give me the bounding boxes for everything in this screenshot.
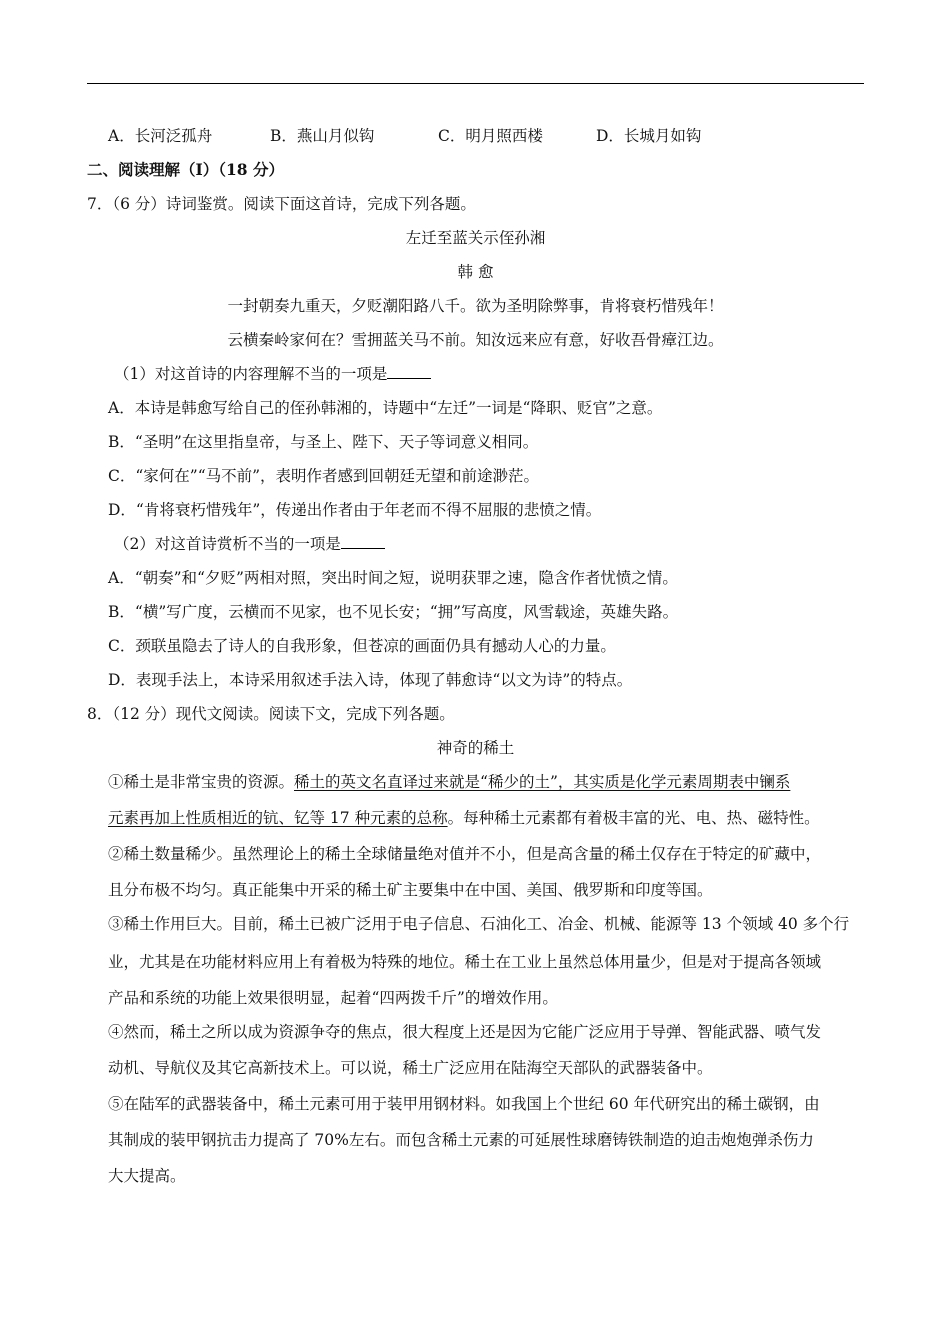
q6-option-a[interactable]: A．长河泛孤舟 (108, 127, 213, 145)
q6-option-d[interactable]: D．长城月如钩 (596, 127, 702, 145)
paragraph-1-line-1 (108, 772, 790, 792)
answer-blank[interactable] (387, 364, 431, 379)
p1-tail: 。每种稀土元素都有着极丰富的光、电、热、磁特性。 (447, 809, 820, 827)
paragraph-3-line-1: ③稀土作用巨大。目前，稀土已被广泛用于电子信息、石油化工、冶金、机械、能源等 13 个领域 40 多个行 (108, 915, 850, 933)
q7-sub2-stem (114, 534, 385, 554)
poem-line-1: 一封朝奏九重天，夕贬潮阳路八千。欲为圣明除弊事，肯将衰朽惜残年！ (227, 297, 724, 315)
paragraph-5-line-1: ⑤在陆军的武器装备中，稀土元素可用于装甲用钢材料。如我国上个世纪 60 年代研究出的稀土碳钢，由 (108, 1095, 820, 1113)
q7-sub1-option-c[interactable]: C．“家何在”“马不前”，表明作者感到回朝廷无望和前途渺茫。 (108, 467, 540, 485)
paragraph-2-line-2: 且分布极不均匀。真正能集中开采的稀土矿主要集中在中国、美国、俄罗斯和印度等国。 (108, 881, 713, 899)
q7-sub2-stem-text: （2）对这首诗赏析不当的一项是 (114, 535, 341, 553)
paragraph-5-line-3: 大大提高。 (108, 1167, 186, 1185)
section2-heading: 二、阅读理解（Ⅰ）（18 分） (87, 160, 284, 179)
answer-blank[interactable] (341, 534, 385, 549)
q8-stem: 8．（12 分）现代文阅读。阅读下文，完成下列各题。 (87, 705, 455, 723)
paragraph-1-line-2 (108, 808, 820, 828)
p1-lead: ①稀土是非常宝贵的资源。 (108, 773, 295, 791)
poem-line-2: 云横秦岭家何在？雪拥蓝关马不前。知汝远来应有意，好收吾骨瘴江边。 (227, 331, 724, 349)
paragraph-4-line-2: 动机、导航仪及其它高新技术上。可以说，稀土广泛应用在陆海空天部队的武器装备中。 (108, 1059, 713, 1077)
q7-sub1-stem (114, 364, 431, 384)
poem-title: 左迁至蓝关示侄孙湘 (405, 229, 546, 247)
q7-stem: 7．（6 分）诗词鉴赏。阅读下面这首诗，完成下列各题。 (87, 195, 476, 213)
paragraph-5-line-2: 其制成的装甲钢抗击力提高了 70%左右。而包含稀土元素的可延展性球磨铸铁制造的迫击炮炮弹杀伤力 (108, 1131, 814, 1149)
paragraph-3-line-3: 产品和系统的功能上效果很明显，起着“四两拨千斤”的增效作用。 (108, 989, 558, 1007)
q7-sub1-stem-text: （1）对这首诗的内容理解不当的一项是 (114, 365, 388, 383)
q7-sub2-option-c[interactable]: C．颈联虽隐去了诗人的自我形象，但苍凉的画面仍具有撼动人心的力量。 (108, 637, 616, 655)
paragraph-3-line-2: 业，尤其是在功能材料应用上有着极为特殊的地位。稀土在工业上虽然总体用量少，但是对于提高各领域 (108, 953, 822, 971)
q7-sub1-option-a[interactable]: A．本诗是韩愈写给自己的侄孙韩湘的，诗题中“左迁”一词是“降职、贬官”之意。 (108, 399, 663, 417)
q6-option-c[interactable]: C．明月照西楼 (438, 127, 543, 145)
q7-sub1-option-b[interactable]: B．“圣明”在这里指皇帝，与圣上、陛下、天子等词意义相同。 (108, 433, 539, 451)
p1-underlined-text-cont: 元素再加上性质相近的钪、钇等 17 种元素的总称 (108, 809, 448, 827)
q7-sub1-option-d[interactable]: D．“肯将衰朽惜残年”，传递出作者由于年老而不得不屈服的悲愤之情。 (108, 501, 602, 519)
q6-options-row (108, 126, 701, 146)
paragraph-4-line-1: ④然而，稀土之所以成为资源争夺的焦点，很大程度上还是因为它能广泛应用于导弹、智能武器、喷气发 (108, 1023, 822, 1041)
q7-sub2-option-d[interactable]: D．表现手法上，本诗采用叙述手法入诗，体现了韩愈诗“以文为诗”的特点。 (108, 671, 633, 689)
poem-author: 韩 愈 (457, 263, 494, 281)
paragraph-2-line-1: ②稀土数量稀少。虽然理论上的稀土全球储量绝对值并不小，但是高含量的稀土仅存在于特定的矿藏中， (108, 845, 822, 863)
q7-sub2-option-b[interactable]: B．“横”写广度，云横而不见家，也不见长安；“拥”写高度，风雪载途，英雄失路。 (108, 603, 679, 621)
header-rule (87, 83, 864, 84)
p1-underlined-text: 稀土的英文名直译过来就是“稀少的土”，其实质是化学元素周期表中镧系 (294, 773, 791, 791)
article-title: 神奇的稀土 (436, 739, 515, 757)
q6-option-b[interactable]: B．燕山月似钩 (270, 127, 375, 145)
q7-sub2-option-a[interactable]: A．“朝奏”和“夕贬”两相对照，突出时间之短，说明获罪之速，隐含作者忧愤之情。 (108, 569, 678, 587)
